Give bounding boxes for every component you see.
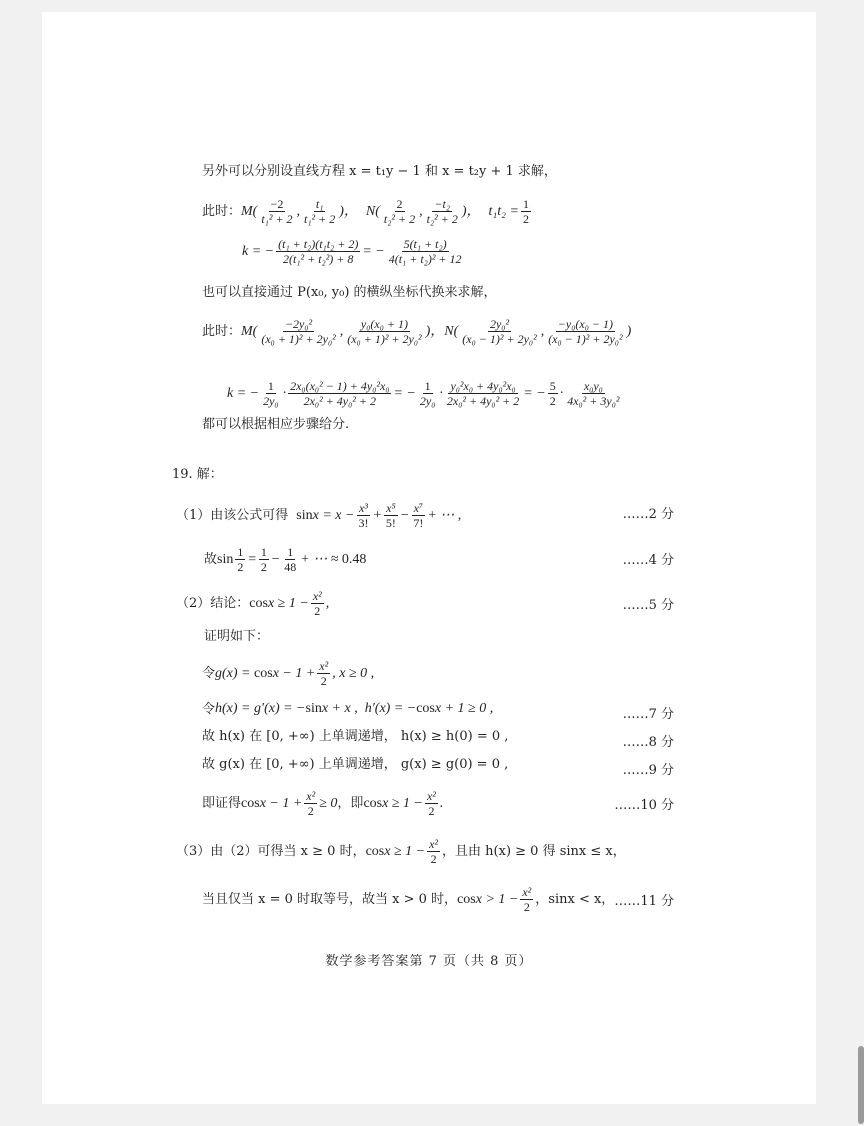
- frac-half: $\frac{1}{2}$: [522, 197, 529, 226]
- frac-inv-2y0b: $\frac{1}{\text{2y₀}}$: [419, 379, 436, 408]
- proof-heading: [204, 630, 269, 643]
- formula-cos-ineq-3: cosx ≥ 1 −: [365, 843, 426, 859]
- formula-proved-b: cosx ≥ 1 −: [363, 795, 423, 811]
- comma: ,: [540, 323, 545, 339]
- frac-k4: $\frac{\text{y₀²x₀ + 4y₀²x₀}}{\text{2x₀² + 4y₀² + 2}}$: [446, 379, 520, 408]
- g-increasing: [202, 758, 508, 771]
- formula-t-product: t₁t₂ =: [488, 203, 519, 219]
- paren: )，: [461, 203, 481, 219]
- frac-M-y: $\frac{\text{t₁}}{\text{t₁² + 2}}$: [304, 197, 336, 226]
- proved-label: 即证得: [202, 796, 242, 811]
- page-footer: 数学参考答案第 7 页（共 8 页）: [325, 954, 533, 969]
- frac-M-x: $\frac{-2}{\text{t₁² + 2}}$: [261, 197, 293, 226]
- part-1-line: [176, 502, 461, 529]
- frac-x2-2d: $\frac{\text{x²}}{2}$: [426, 789, 436, 818]
- equality-tail: ，sinx < x，: [535, 892, 615, 907]
- text-line-direct-method: [202, 286, 497, 299]
- part-3-text: （3）由（2）可得当 x ≥ 0 时，: [176, 844, 366, 859]
- part-2-conclusion: [176, 590, 329, 617]
- formula-M: M(: [241, 203, 258, 219]
- approx: + ⋯ ≈ 0.48: [300, 551, 367, 567]
- paren: )，: [339, 203, 358, 219]
- proof-heading-text: 证明如下：: [204, 629, 270, 644]
- formula-h: h(x) = g′(x) = −sinx + x , h′(x) = −cosx + 1 ≥ 0 ,: [215, 701, 494, 716]
- answer-sheet-page: [42, 12, 816, 1104]
- namely-label: ，即: [337, 796, 364, 811]
- equality-text: 当且仅当 x = 0 时取等号，故当 x > 0 时，: [202, 892, 458, 907]
- formula-proved-a: cosx − 1 +: [241, 795, 303, 811]
- score-10: ……10 分: [614, 798, 674, 813]
- part-3-tail: ，且由 h(x) ≥ 0 得 sinx ≤ x，: [442, 844, 626, 859]
- part-1-text: （1）由该公式可得: [176, 508, 289, 523]
- part-2-text: （2）结论：: [176, 596, 250, 611]
- frac-k5: $\frac{\text{x₀y₀}}{\text{4x₀² + 3y₀²}}$: [567, 379, 620, 408]
- define-h: [202, 702, 493, 716]
- text-line-alt-method: [202, 165, 557, 178]
- question-19-label: 19. 解：: [172, 467, 223, 482]
- frac-N2-y: $\frac{\text{−y₀(x₀ − 1)}}{\text{(x₀ − 1)² + 2y₀²}}$: [548, 317, 623, 346]
- frac-x2-2e: $\frac{\text{x²}}{2}$: [429, 837, 439, 866]
- score-2: ……2 分: [622, 507, 674, 522]
- dot: ·: [282, 385, 287, 401]
- score-5: ……5 分: [622, 598, 674, 613]
- eq: = −: [362, 243, 385, 259]
- frac-M2-x: $\frac{\text{−2y₀²}}{\text{(x₀ + 1)² + 2y₀²}}$: [261, 317, 336, 346]
- frac-x2-2: $\frac{\text{x²}}{2}$: [312, 589, 322, 618]
- score-4: ……4 分: [622, 553, 674, 568]
- eq: = −: [393, 385, 416, 401]
- comma: ,: [339, 323, 344, 339]
- h-increasing-text: 故 h(x) 在 [0, +∞) 上单调递增， h(x) ≥ h(0) = 0 ,: [202, 729, 509, 744]
- frac-x5: $\frac{\text{x⁵}}{5!}$: [385, 501, 396, 530]
- formula-k-x0y0: [227, 380, 623, 407]
- frac-inv-2y0: $\frac{1}{\text{2y₀}}$: [263, 379, 279, 408]
- label-at-this-time-2: 此时：: [202, 324, 242, 339]
- formula-N: N(: [365, 203, 380, 219]
- part-3-equality: [202, 886, 614, 913]
- formula-k-t: [242, 238, 466, 265]
- h-increasing: [202, 730, 508, 743]
- score-11: ……11 分: [614, 894, 674, 909]
- formula-cos-strict: cosx > 1 −: [457, 891, 519, 907]
- label-at-this-time: 此时：: [202, 204, 242, 219]
- frac-N2-x: $\frac{\text{2y₀²}}{\text{(x₀ − 1)² + 2y₀²}}$: [462, 317, 537, 346]
- domain: , x ≥ 0 ,: [332, 665, 375, 681]
- score-9: ……9 分: [622, 763, 674, 778]
- question-19-heading: [172, 468, 223, 481]
- eq: = −: [523, 385, 546, 401]
- part-1-result: [204, 546, 366, 573]
- direct-method-text: 也可以直接通过 P(x₀, y₀) 的横纵坐标代换来求解，: [202, 285, 497, 300]
- ellipsis: + ⋯ ,: [427, 507, 462, 523]
- frac-k2: $\frac{\text{5(t₁ + t₂)}}{\text{4(t₁ + t₂)² + 12}}$: [388, 237, 462, 266]
- dot: ·: [439, 385, 443, 401]
- frac-half-a: $\frac{1}{2}$: [237, 545, 244, 574]
- frac-x2-2f: $\frac{\text{x²}}{2}$: [522, 885, 532, 914]
- dot: ·: [559, 385, 564, 401]
- formula-g: g(x) = cosx − 1 +: [215, 665, 316, 681]
- frac-x2-2c: $\frac{\text{x²}}{2}$: [306, 789, 316, 818]
- paren: )，: [425, 323, 445, 339]
- formula-k2: k = −: [227, 385, 260, 401]
- score-8: ……8 分: [622, 735, 674, 750]
- score-7: ……7 分: [622, 707, 674, 722]
- frac-half-b: $\frac{1}{2}$: [260, 545, 267, 574]
- formula-M-N-x0y0: [202, 318, 631, 345]
- frac-x2-2b: $\frac{\text{x²}}{2}$: [319, 659, 329, 688]
- formula-k: k = −: [242, 243, 275, 259]
- frac-five-half: $\frac{5}{2}$: [549, 379, 556, 408]
- frac-k1: $\frac{\text{(t₁ + t₂)(t₁t₂ + 2)}}{\text{2(t₁² + t₂²) + 8}}$: [278, 237, 359, 266]
- text-line-grading-note: [202, 418, 349, 431]
- frac-k3: $\frac{\text{2x₀(x₀² − 1) + 4y₀²x₀}}{\text{2x₀² + 4y₀² + 2}}$: [290, 379, 390, 408]
- formula-sin-series: sinx = x −: [296, 507, 355, 523]
- formula-M2: M(: [241, 323, 258, 339]
- grading-note-text: 都可以根据相应步骤给分.: [202, 417, 350, 432]
- part-3-line: [176, 838, 626, 865]
- comma: ,: [325, 595, 330, 611]
- comma: ,: [419, 203, 423, 219]
- frac-x3: $\frac{\text{x³}}{3!}$: [358, 501, 369, 530]
- period: .: [439, 795, 444, 811]
- formula-N2: N(: [444, 323, 459, 339]
- let-label-2: 令: [202, 701, 216, 717]
- frac-48: $\frac{1}{48}$: [284, 545, 297, 574]
- geq-zero: ≥ 0: [319, 795, 338, 811]
- define-g: [202, 660, 374, 687]
- part-1-therefore: 故: [204, 552, 218, 567]
- comma: ,: [296, 203, 301, 219]
- paren: ): [626, 323, 632, 339]
- formula-cos-ineq: cosx ≥ 1 −: [249, 595, 309, 611]
- sin-label: sin: [217, 551, 234, 567]
- plus: +: [372, 507, 382, 523]
- formula-M-N-t: [202, 198, 533, 225]
- proved-result: [202, 790, 443, 817]
- scrollbar-thumb[interactable]: [858, 1046, 864, 1124]
- g-increasing-text: 故 g(x) 在 [0, +∞) 上单调递增， g(x) ≥ g(0) = 0 ,: [202, 757, 509, 772]
- eq: =: [247, 551, 257, 567]
- alt-method-text: 另外可以分别设直线方程 x = t₁y − 1 和 x = t₂y + 1 求解，: [202, 164, 557, 179]
- frac-x7: $\frac{\text{x⁷}}{7!}$: [413, 501, 424, 530]
- frac-N-y: $\frac{\text{−t₂}}{\text{t₂² + 2}}$: [426, 197, 458, 226]
- frac-N-x: $\frac{2}{\text{t₂² + 2}}$: [383, 197, 416, 226]
- frac-M2-y: $\frac{\text{y₀(x₀ + 1)}}{\text{(x₀ + 1)² + 2y₀²}}$: [347, 317, 422, 346]
- let-label: 令: [202, 666, 216, 681]
- minus: −: [399, 507, 410, 523]
- minus: −: [270, 551, 281, 567]
